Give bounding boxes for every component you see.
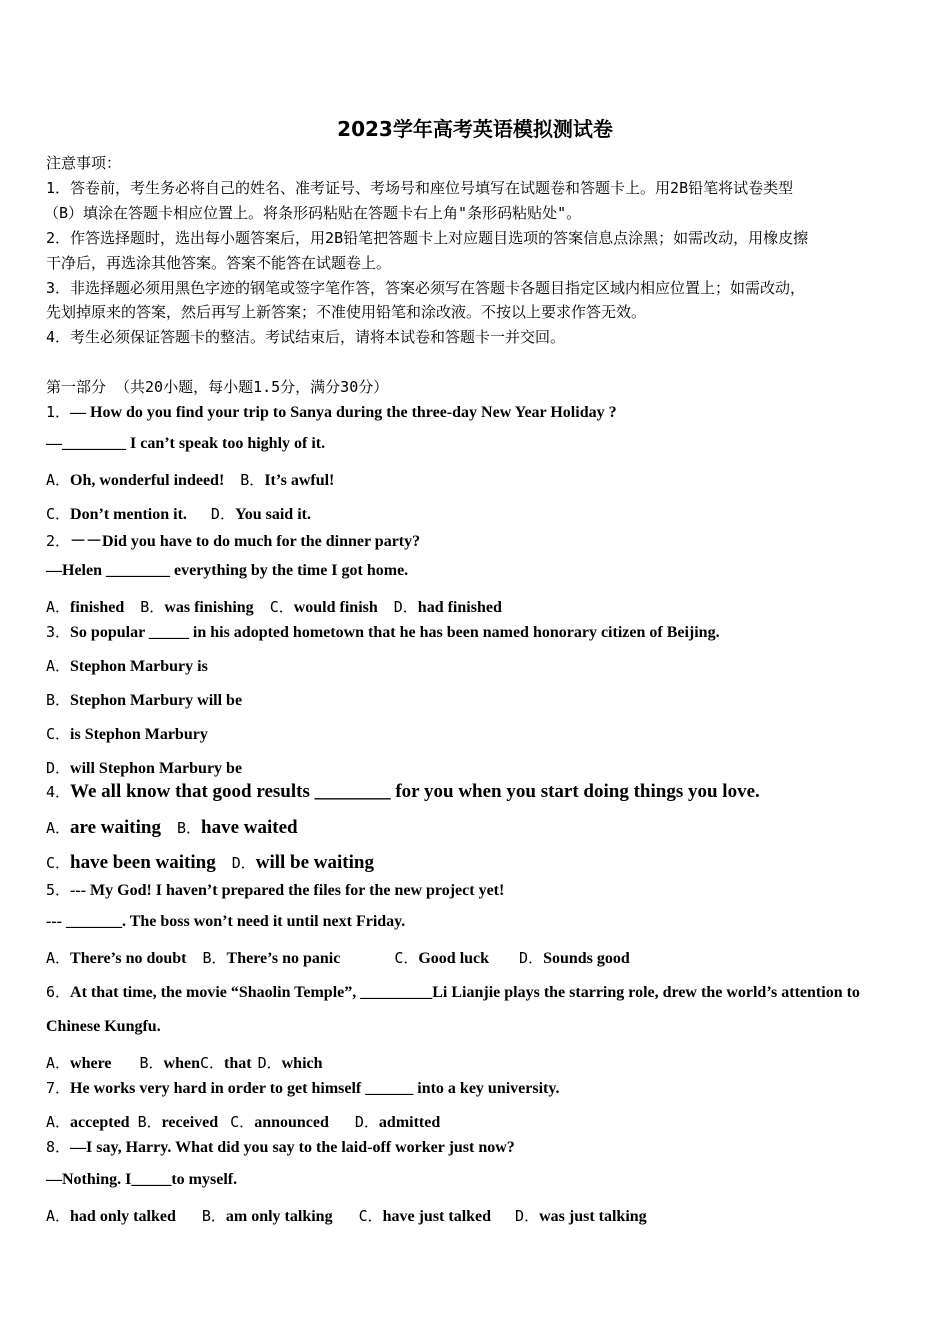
page-title: 2023学年高考英语模拟测试卷 — [337, 117, 613, 141]
question-3 — [46, 621, 720, 642]
question-4-options-cd — [46, 852, 374, 874]
question-1-options-ab — [46, 469, 334, 490]
option-c: have been waiting — [70, 852, 216, 873]
question-stem: We all know that good results ________ for you when you start doing things you love. — [70, 781, 760, 802]
option-b: received — [161, 1114, 219, 1131]
question-2-options — [46, 596, 502, 617]
question-stem: So popular _____ in his adopted hometown that he has been named honorary citizen of Beijing. — [70, 624, 720, 641]
question-number: 3． — [46, 623, 71, 641]
question-8 — [46, 1136, 515, 1157]
question-3-option-b — [46, 689, 242, 710]
section-heading: 第一部分 （共20小题，每小题1.5分，满分30分） — [46, 378, 389, 396]
option-c-label: C． — [46, 725, 71, 743]
option-a: where — [70, 1055, 112, 1072]
option-b-label: B． — [140, 598, 165, 616]
option-d: will be waiting — [255, 852, 374, 873]
option-d-label: D． — [231, 854, 256, 872]
question-2 — [46, 528, 420, 551]
option-a: Oh, wonderful indeed! — [70, 472, 225, 489]
option-d: admitted — [378, 1114, 441, 1131]
option-d-label: D． — [515, 1207, 540, 1225]
question-stem: —I say, Harry. What did you say to the laid-off worker just now? — [70, 1139, 515, 1156]
question-5-options — [46, 947, 630, 968]
option-d-label: D． — [210, 505, 235, 523]
option-d-label: D． — [519, 949, 544, 967]
option-b: It’s awful! — [264, 472, 335, 489]
option-c-label: C． — [230, 1113, 255, 1131]
question-2-reply: —Helen ________ everything by the time I got home. — [46, 562, 409, 579]
option-a-label: A． — [46, 819, 71, 837]
option-a: Stephon Marbury is — [70, 658, 208, 675]
option-a: are waiting — [70, 817, 161, 838]
question-7 — [46, 1077, 559, 1098]
question-stem: At that time, the movie “Shaolin Temple”, _________Li Lianjie plays the starring role, drew the world’s attention to — [70, 984, 860, 1001]
question-1 — [46, 401, 617, 422]
option-c: is Stephon Marbury — [70, 726, 208, 743]
option-d: Sounds good — [543, 950, 630, 967]
question-8-options — [46, 1205, 647, 1226]
option-d-label: D． — [46, 759, 71, 777]
question-5 — [46, 879, 504, 900]
option-a: There’s no doubt — [70, 950, 187, 967]
question-number: 8． — [46, 1138, 71, 1156]
option-b: am only talking — [225, 1208, 333, 1225]
option-c: Don’t mention it. — [70, 506, 187, 523]
option-a-label: A． — [46, 598, 71, 616]
option-d: had finished — [417, 599, 502, 616]
notice-line: 3．非选择题必须用黑色字迹的钢笔或签字笔作答，答案必须写在答题卡各题目指定区域内相应位置上；如需改动， — [46, 279, 806, 297]
question-1-reply: —________ I can’t speak too highly of it. — [46, 435, 326, 452]
option-c-label: C． — [269, 598, 294, 616]
option-d: which — [281, 1055, 323, 1072]
option-b: when — [163, 1055, 200, 1072]
question-7-options — [46, 1111, 440, 1132]
question-number: 1． — [46, 403, 71, 421]
option-c: announced — [254, 1114, 329, 1131]
question-stem: — How do you find your trip to Sanya during the three-day New Year Holiday ? — [70, 404, 617, 421]
question-4 — [46, 781, 760, 803]
option-a: had only talked — [70, 1208, 176, 1225]
option-a-label: A． — [46, 471, 71, 489]
option-d: You said it. — [234, 506, 311, 523]
option-b: There’s no panic — [226, 950, 341, 967]
question-number: 4． — [46, 783, 71, 801]
option-d: will Stephon Marbury be — [70, 760, 243, 777]
question-number: 6． — [46, 983, 71, 1001]
question-stem: He works very hard in order to get himself ______ into a key university. — [70, 1080, 560, 1097]
option-c-label: C． — [358, 1207, 383, 1225]
notice-heading: 注意事项： — [46, 154, 122, 172]
option-a: accepted — [70, 1114, 130, 1131]
notice-line: 1．答卷前，考生务必将自己的姓名、准考证号、考场号和座位号填写在试题卷和答题卡上。用2B铅笔将试卷类型 — [46, 179, 794, 197]
option-b-label: B． — [137, 1113, 162, 1131]
question-3-option-a — [46, 655, 208, 676]
option-a-label: A． — [46, 1054, 71, 1072]
question-6-stem-cont: Chinese Kungfu. — [46, 1018, 161, 1035]
option-b: have waited — [201, 817, 298, 838]
option-b-label: B． — [139, 1054, 164, 1072]
option-d: was just talking — [539, 1208, 647, 1225]
option-c: have just talked — [382, 1208, 492, 1225]
question-6 — [46, 981, 860, 1002]
option-d-label: D． — [257, 1054, 282, 1072]
question-1-options-cd — [46, 503, 311, 524]
option-a-label: A． — [46, 949, 71, 967]
option-c: that — [224, 1055, 252, 1072]
notice-line: 4．考生必须保证答题卡的整洁。考试结束后，请将本试卷和答题卡一并交回。 — [46, 328, 566, 346]
option-c-label: C． — [199, 1054, 225, 1072]
option-b-label: B． — [202, 949, 227, 967]
notice-line: （B）填涂在答题卡相应位置上。将条形码粘贴在答题卡右上角"条形码粘贴处"。 — [44, 204, 582, 222]
question-8-reply: —Nothing. I_____to myself. — [46, 1171, 238, 1188]
question-4-options-ab — [46, 817, 298, 839]
question-3-option-d — [46, 757, 242, 778]
question-number: 2． — [46, 532, 71, 550]
option-c-label: C． — [46, 854, 71, 872]
option-c: Good luck — [418, 950, 490, 967]
notice-line: 干净后，再选涂其他答案。答案不能答在试题卷上。 — [46, 254, 392, 272]
question-3-option-c — [46, 723, 208, 744]
option-b-label: B． — [201, 1207, 226, 1225]
option-a-label: A． — [46, 657, 71, 675]
option-d-label: D． — [393, 598, 418, 616]
option-b: was finishing — [164, 599, 254, 616]
question-stem: --- My God! I haven’t prepared the files for the new project yet! — [70, 882, 505, 899]
question-number: 7． — [46, 1079, 71, 1097]
option-b-label: B． — [240, 471, 265, 489]
question-stem: －－Did you have to do much for the dinner party? — [70, 533, 421, 550]
option-c-label: C． — [46, 505, 71, 523]
option-a: finished — [70, 599, 125, 616]
question-5-reply: --- _______. The boss won’t need it until next Friday. — [46, 913, 406, 930]
notice-line: 2．作答选择题时，选出每小题答案后，用2B铅笔把答题卡上对应题目选项的答案信息点涂黑；如需改动，用橡皮擦 — [46, 229, 809, 247]
option-a-label: A． — [46, 1207, 71, 1225]
option-b-label: B． — [176, 819, 202, 837]
option-b-label: B． — [46, 691, 71, 709]
option-a-label: A． — [46, 1113, 71, 1131]
question-number: 5． — [46, 881, 71, 899]
notice-line: 先划掉原来的答案，然后再写上新答案；不准使用铅笔和涂改液。不按以上要求作答无效。 — [46, 303, 647, 321]
option-c: would finish — [293, 599, 378, 616]
option-c-label: C． — [394, 949, 419, 967]
option-d-label: D． — [354, 1113, 379, 1131]
option-b: Stephon Marbury will be — [70, 692, 243, 709]
question-6-options — [46, 1052, 323, 1073]
